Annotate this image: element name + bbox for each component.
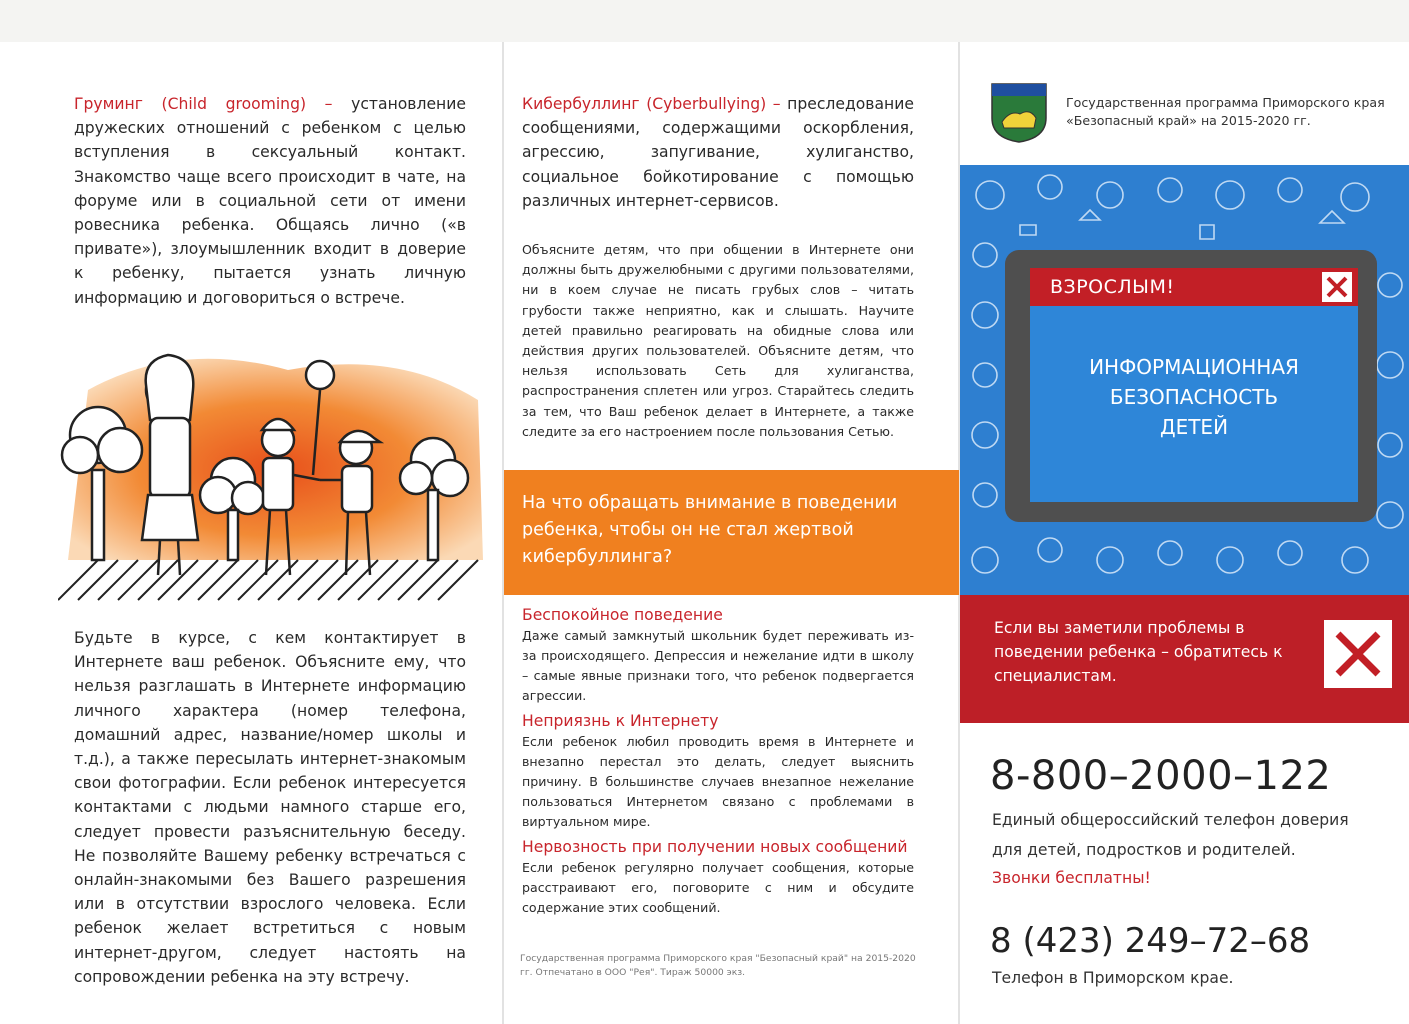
program-title [1066,94,1396,130]
cyberbullying-definition [522,92,914,213]
close-x-icon [1324,620,1392,688]
hotline-line: для детей, подростков и родителей. [992,841,1296,859]
section-body: Если ребенок любил проводить время в Интернете и внезапно перестал это делать, следует выяснить причину. В большинстве случаев внезапное нежелание пользоваться Интернетом связано с проблемами в виртуальном мире. [522,734,914,829]
section-title: Неприязнь к Интернету [522,712,719,730]
coat-of-arms-icon [990,82,1048,144]
warning-signs [522,602,914,918]
program-line: Государственная программа Приморского края [1066,95,1385,110]
hotline-line: Единый общероссийский телефон доверия [992,811,1349,829]
grooming-illustration [58,330,488,610]
explain-paragraph [522,240,914,442]
grooming-definition [74,92,466,310]
program-line: «Безопасный край» на 2015-2020 гг. [1066,113,1311,128]
hotline-description [992,805,1392,865]
warning-section [522,604,914,706]
dialog-heading [1030,352,1358,442]
regional-number: 8 (423) 249–72–68 [990,921,1311,961]
section-body: Если ребенок регулярно получает сообщения, которые расстраивают его, поговорите с ним и обсудите содержание этих сообщений. [522,860,914,915]
section-body: Даже самый замкнутый школьник будет переживать из-за происходящего. Депрессия и нежелание идти в школу – самые явные признаки того, что ребенок подвергается агрессии. [522,628,914,703]
close-x-icon [1322,272,1352,302]
heading-line: ДЕТЕЙ [1159,415,1229,439]
warning-section [522,836,914,918]
section-title: Нервозность при получении новых сообщений [522,838,908,856]
parent-advice [74,626,466,989]
free-calls-note: Звонки бесплатны! [992,869,1151,887]
print-footer: Государственная программа Приморского края "Безопасный край" на 2015-2020 гг. Отпечатано в ООО "Рея". Тираж 50000 экз. [520,953,916,978]
section-title: Беспокойное поведение [522,606,723,624]
explain-text: Объясните детям, что при общении в Интернете они должны быть дружелюбными с другими пользователями, ни в коем случае не писать грубых слов – читать грубости также неприятно, как и слышать. Научите детей правильно реагировать на обидные слова или действия других пользователей. Объясните детям, что нельзя использовать Сеть для хулиганства, распространения сплетен или угроз. Старайтесь следить за тем, что Ваш ребенок делает в Интернете, а также следите за его настроением после пользования Сетью. [522,242,914,439]
question-text: На что обращать внимание в поведении ребенка, чтобы он не стал жертвой кибербуллинга? [522,493,898,567]
advice-text: Будьте в курсе, с кем контактирует в Интернете ваш ребенок. Объясните ему, что нельзя разглашать в Интернете информацию личного характера (номер телефона, домашний адрес, название/номер школы и т.д.), а также пересылать интернет-знакомым свои фотографии. Если ребенок интересуется контактами с людьми намного старше его, следует провести разъяснительную беседу. Не позволяйте Вашему ребенку встречаться с онлайн-знакомыми без Вашего разрешения или в отсутствии взрослого человека. Если ребенок желает встретиться с новым интернет-другом, следует настоять на сопровождении ребенка на эту встречу. [74,629,466,986]
cyberbullying-text: преследование сообщениями, содержащими оскорбления, агрессию, запугивание, хулиганство, социальное бойкотирование с помощью различных интернет-сервисов. [522,95,914,210]
cyberbullying-term: Кибербуллинг (Cyberbullying) – [522,95,781,113]
warning-section [522,710,914,832]
heading-line: ИНФОРМАЦИОННАЯ [1089,355,1299,379]
grooming-term: Груминг (Child grooming) – [74,95,333,113]
grooming-text: установление дружеских отношений с ребенком с целью вступления в сексуальный контакт. Знакомство чаще всего происходит в чате, на форуме или в социальной сети от имени ровесника ребенка. Общаясь лично («в привате»), злоумышленник входит в доверие к ребенку, пытается узнать личную информацию и договориться о встрече. [74,95,466,307]
regional-description: Телефон в Приморском крае. [992,969,1234,987]
alert-text: Если вы заметили проблемы в поведении ребенка – обратитесь к специалистам. [994,619,1283,685]
heading-line: БЕЗОПАСНОСТЬ [1109,385,1279,409]
hotline-number: 8-800–2000–122 [990,753,1332,799]
dialog-title: ВЗРОСЛЫМ! [1050,276,1175,298]
